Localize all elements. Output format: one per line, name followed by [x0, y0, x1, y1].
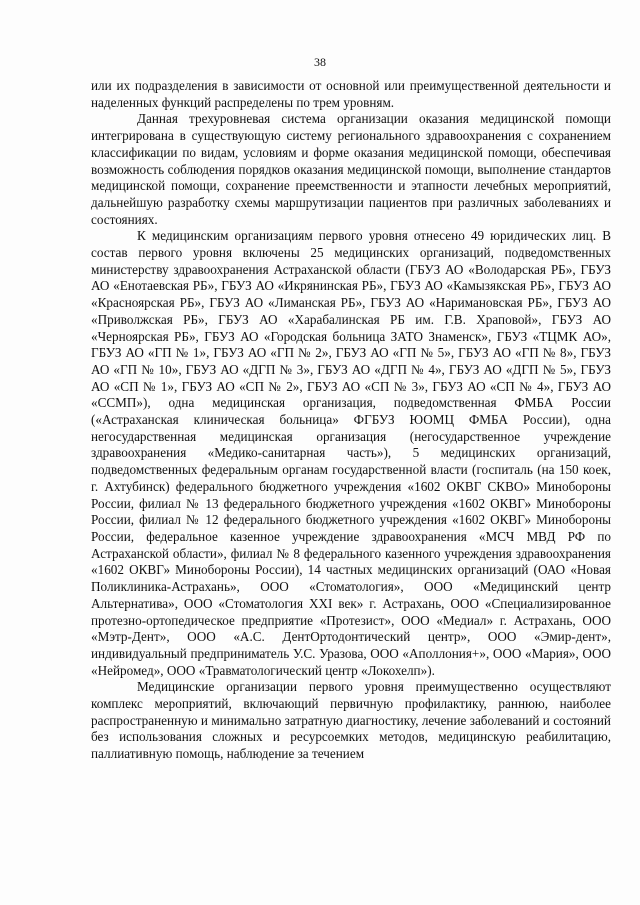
- paragraph-continuation: или их подразделения в зависимости от основной или преимущественной деятельности и наделенных функций распределены по трем уровням.: [91, 78, 611, 110]
- page-number: 38: [314, 55, 326, 69]
- paragraph-three-level-system: Данная трехуровневая система организации оказания медицинской помощи интегрирована в существующую систему регионального здравоохранения с сохранением классификации по видам, условиям и форме оказания медицинской помощи, обеспечивая возможность соблюдения порядков оказания медицинской помощи, выполнение стандартов медицинской помощи, сохранение преемственности и этапности лечебных мероприятий, дальнейшую разработку схемы маршрутизации пациентов при различных заболеваниях и состояниях.: [91, 111, 611, 227]
- body-text: [91, 78, 611, 763]
- paragraph-first-level-organizations: К медицинским организациям первого уровня отнесено 49 юридических лиц. В состав первого уровня включены 25 медицинских организаций, подведомственных министерству здравоохранения Астраханской области (ГБУЗ АО «Володарская РБ», ГБУЗ АО «Енотаевская РБ», ГБУЗ АО «Икрянинская РБ», ГБУЗ АО «Камызякская РБ», ГБУЗ АО «Красноярская РБ», ГБУЗ АО «Лиманская РБ», ГБУЗ АО «Наримановская РБ», ГБУЗ АО «Приволжская РБ», ГБУЗ АО «Харабалинская РБ им. Г.В. Храповой», ГБУЗ АО «Черноярская РБ», ГБУЗ АО «Городская больница ЗАТО Знаменск», ГБУЗ «ТЦМК АО», ГБУЗ АО «ГП № 1», ГБУЗ АО «ГП № 2», ГБУЗ АО «ГП № 5», ГБУЗ АО «ГП № 8», ГБУЗ АО «ГП № 10», ГБУЗ АО «ДГП № 3», ГБУЗ АО «ДГП № 4», ГБУЗ АО «ДГП № 5», ГБУЗ АО «СП № 1», ГБУЗ АО «СП № 2», ГБУЗ АО «СП № 3», ГБУЗ АО «СП № 4», ГБУЗ АО «ССМП»), одна медицинская организация, подведомственная ФМБА России («Астраханская клиническая больница» ФГБУЗ ЮОМЦ ФМБА России), одна негосударственная медицинская организация (негосударственное учреждение здравоохранения «Медико-санитарная часть»), 5 медицинских организаций, подведомственных федеральным органам государственной власти (госпиталь (на 150 коек, г. Ахтубинск) федерального бюджетного учреждения «1602 ОКВГ СКВО» Минобороны России, филиал № 13 федерального бюджетного учреждения «1602 ОКВГ» Минобороны России, филиал № 12 федерального бюджетного учреждения «1602 ОКВГ» Минобороны России, федеральное казенное учреждение здравоохранения «МСЧ МВД РФ по Астраханской области», филиал № 8 федерального казенного учреждения здравоохранения «1602 ОКВГ» Минобороны России), 14 частных медицинских организаций (ОАО «Новая Поликлиника-Астрахань», ООО «Стоматология», ООО «Медицинский центр Альтернатива», ООО «Стоматология XXI век» г. Астрахань, ООО «Специализированное протезно-ортопедическое предприятие «Протезист», ООО «Медиал» г. Астрахань, ООО «Мэтр-Дент», ООО «А.С. ДентОртодонтический центр», ООО «Эмир-дент», индивидуальный предприниматель У.С. Уразова, ООО «Аполлония+», ООО «Мария», ООО «Нейромед», ООО «Травматологический центр «Локохелп»).: [91, 228, 611, 678]
- paragraph-first-level-functions: Медицинские организации первого уровня преимущественно осуществляют комплекс мероприятий, включающий первичную профилактику, раннюю, наиболее распространенную и минимально затратную диагностику, лечение заболеваний и состояний без использования сложных и ресурсоемких методов, медицинскую реабилитацию, паллиативную помощь, наблюдение за течением: [91, 679, 611, 762]
